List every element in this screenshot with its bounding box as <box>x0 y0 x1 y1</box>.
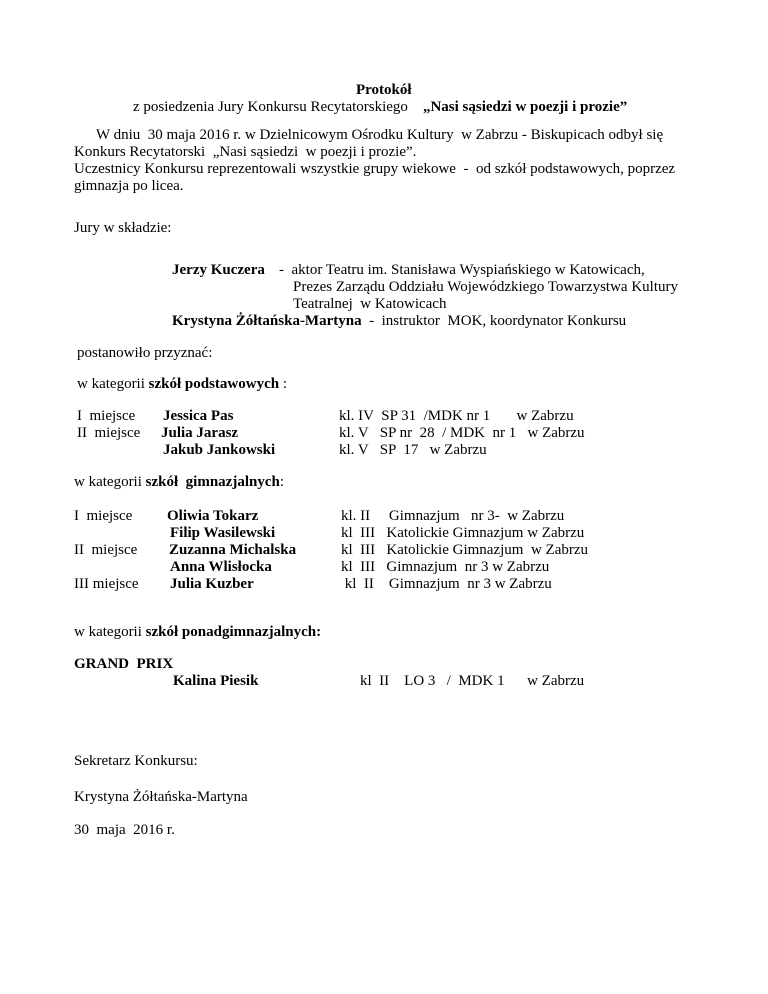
winner-school: kl III Katolickie Gimnazjum w Zabrzu <box>341 542 589 558</box>
winner-name: Oliwia Tokarz <box>167 508 259 524</box>
intro-line: W dniu 30 maja 2016 r. w Dzielnicowym Ośrodku Kultury w Zabrzu - Biskupicach odbył się <box>96 127 664 143</box>
category-prefix: w kategorii <box>74 624 146 640</box>
winner-school: kl. V SP 17 w Zabrzu <box>339 442 487 458</box>
category-prefix: w kategorii <box>74 474 146 490</box>
grand-prix-label: GRAND PRIX <box>74 656 174 672</box>
winner-school: kl II LO 3 / MDK 1 w Zabrzu <box>360 673 585 689</box>
jury-member-desc: - aktor Teatru im. Stanisława Wyspiańskiego w Katowicach, <box>279 262 645 278</box>
winner-school: kl III Gimnazjum nr 3 w Zabrzu <box>341 559 550 575</box>
category-name: szkół ponadgimnazjalnych: <box>145 624 322 640</box>
winner-name: Anna Wlisłocka <box>170 559 272 575</box>
intro-line: Uczestnicy Konkursu reprezentowali wszystkie grupy wiekowe - od szkół podstawowych, poprzez <box>74 161 676 177</box>
winner-name: Zuzanna Michalska <box>169 542 297 558</box>
intro-line: gimnazja po licea. <box>74 178 184 194</box>
document-title: Protokół <box>356 82 412 98</box>
winner-name: Filip Wasilewski <box>170 525 276 541</box>
place-label: I miejsce <box>74 508 133 524</box>
winner-name: Jessica Pas <box>163 408 234 424</box>
jury-heading: Jury w składzie: <box>74 220 172 236</box>
category-heading <box>77 376 287 393</box>
jury-member-name: Krystyna Żółtańska-Martyna <box>172 313 362 329</box>
intro-line: Konkurs Recytatorski „Nasi sąsiedzi w poezji i prozie”. <box>74 144 417 160</box>
place-label: II miejsce <box>77 425 141 441</box>
jury-member-desc: Prezes Zarządu Oddziału Wojewódzkiego Towarzystwa Kultury <box>293 279 678 295</box>
category-suffix: : <box>279 474 285 490</box>
winner-school: kl. V SP nr 28 / MDK nr 1 w Zabrzu <box>339 425 585 441</box>
winner-name: Julia Jarasz <box>161 425 239 441</box>
winner-school: kl III Katolickie Gimnazjum w Zabrzu <box>341 525 585 541</box>
winner-school: kl. IV SP 31 /MDK nr 1 w Zabrzu <box>339 408 574 424</box>
category-prefix: w kategorii <box>77 376 149 392</box>
document-subtitle <box>133 99 627 116</box>
secretary-label: Sekretarz Konkursu: <box>74 753 198 769</box>
place-label: I miejsce <box>77 408 136 424</box>
category-name: szkół podstawowych <box>148 376 280 392</box>
place-label: III miejsce <box>74 576 139 592</box>
winner-name: Julia Kuzber <box>170 576 254 592</box>
winner-name: Jakub Jankowski <box>163 442 276 458</box>
category-heading <box>74 624 321 641</box>
competition-name: „Nasi sąsiedzi w poezji i prozie” <box>422 99 628 115</box>
decision-text: postanowiło przyznać: <box>77 345 213 361</box>
subtitle-text: z posiedzenia Jury Konkursu Recytatorskiego <box>133 99 408 115</box>
secretary-name: Krystyna Żółtańska-Martyna <box>74 789 248 805</box>
document-date: 30 maja 2016 r. <box>74 822 175 838</box>
jury-member-desc: Teatralnej w Katowicach <box>293 296 447 312</box>
winner-school: kl II Gimnazjum nr 3 w Zabrzu <box>341 576 552 592</box>
category-suffix: : <box>279 376 288 392</box>
jury-member-desc: - instruktor MOK, koordynator Konkursu <box>361 313 627 329</box>
place-label: II miejsce <box>74 542 138 558</box>
jury-member-name: Jerzy Kuczera <box>172 262 265 278</box>
jury-member-row <box>172 313 626 330</box>
category-name: szkół gimnazjalnych <box>145 474 280 490</box>
winner-name: Kalina Piesik <box>173 673 259 689</box>
winner-school: kl. II Gimnazjum nr 3- w Zabrzu <box>341 508 565 524</box>
category-heading <box>74 474 284 491</box>
